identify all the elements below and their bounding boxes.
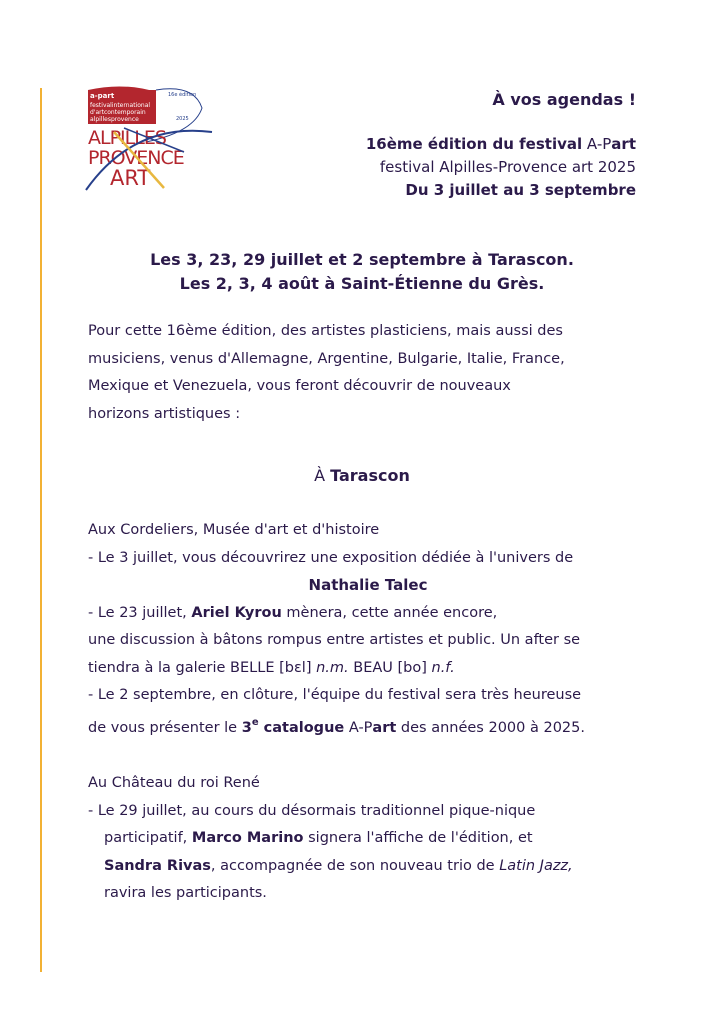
svg-text:ALPILLES: ALPILLES	[88, 127, 166, 149]
cordeliers-item-2-line-2: une discussion à bâtons rompus entre artistes et public. Un after se	[88, 632, 581, 648]
catalogue-number: 3	[241, 719, 252, 736]
cordeliers-item-3: - Le 2 septembre, en clôture, l'équipe du festival sera très heureuse	[88, 687, 582, 703]
cordeliers-venue: Aux Cordeliers, Musée d'art et d'histoire	[88, 522, 380, 538]
person-name: Sandra Rivas	[104, 857, 211, 874]
dates-line-2: Les 2, 3, 4 août à Saint-Étienne du Grès.	[179, 274, 545, 293]
intro-line: horizons artistiques :	[88, 405, 241, 422]
margin-rule	[40, 88, 42, 972]
dates-block	[0, 248, 724, 296]
artist-name: Nathalie Talec	[308, 576, 428, 594]
agenda-title: À vos agendas !	[492, 90, 636, 109]
person-name: Ariel Kyrou	[191, 604, 282, 621]
text-fragment: BEAU [bo]	[348, 659, 432, 676]
text-fragment: n.m.	[316, 659, 349, 676]
catalogue-label: catalogue	[258, 719, 345, 736]
svg-text:2025: 2025	[176, 116, 189, 122]
chateau-line-4: ravira les participants.	[104, 885, 267, 901]
person-name: Marco Marino	[191, 830, 304, 846]
cordeliers-item-3-line-2	[88, 710, 648, 742]
festival-logo	[84, 82, 214, 192]
section-title	[0, 466, 724, 485]
svg-text:a-part: a-part	[90, 92, 115, 100]
chateau-line-3	[88, 853, 648, 881]
chateau-line-1: - Le 29 juillet, au cours du désormais traditionnel pique-nique	[88, 802, 536, 819]
text-fragment: A-P	[344, 719, 373, 736]
svg-text:alpillesprovence: alpillesprovence	[90, 116, 139, 123]
superscript: e	[251, 717, 259, 729]
svg-text:ART: ART	[110, 166, 151, 190]
chateau-line-2	[88, 825, 648, 853]
period-line: Du 3 juillet au 3 septembre	[405, 181, 636, 199]
text-fragment: de vous présenter le	[88, 719, 242, 736]
svg-text:d'artcontemporain: d'artcontemporain	[90, 109, 146, 116]
cordeliers-item-2	[88, 600, 648, 628]
text-fragment: des années 2000 à 2025.	[396, 719, 585, 736]
text-fragment: participatif,	[104, 830, 192, 846]
chateau-venue: Au Château du roi René	[88, 775, 260, 791]
chateau-section	[88, 770, 648, 908]
edition-name: A-P	[582, 135, 612, 153]
cordeliers-section	[88, 517, 648, 742]
edition-name-bold: art	[611, 135, 636, 153]
edition-bold: 16ème édition du festival	[365, 135, 583, 153]
text-fragment: Latin Jazz,	[499, 857, 573, 874]
dates-line-1: Les 3, 23, 29 juillet et 2 septembre à Tarascon.	[150, 250, 574, 269]
cordeliers-item-1: - Le 3 juillet, vous découvrirez une exposition dédiée à l'univers de	[88, 549, 574, 566]
svg-text:festivalinternational: festivalinternational	[90, 102, 151, 109]
intro-line: Mexique et Venezuela, vous feront découvrir de nouveaux	[88, 378, 511, 394]
header	[366, 90, 636, 202]
text-fragment: n.f.	[431, 659, 455, 676]
festival-line: festival Alpilles-Provence art 2025	[379, 158, 636, 176]
cordeliers-item-2-line-3	[88, 655, 648, 683]
text-fragment: art	[372, 719, 397, 736]
intro-paragraph	[88, 318, 648, 428]
text-fragment: , accompagnée de son nouveau trio de	[210, 857, 500, 874]
intro-line: Pour cette 16ème édition, des artistes plasticiens, mais aussi des	[88, 323, 563, 339]
edition-line	[366, 133, 636, 156]
section-prefix: À	[314, 466, 331, 485]
section-place: Tarascon	[330, 466, 410, 485]
svg-text:16e édition: 16e édition	[168, 92, 197, 98]
svg-text:PROVENCE: PROVENCE	[88, 147, 184, 169]
text-fragment: - Le 23 juillet,	[88, 604, 192, 621]
text-fragment: signera l'affiche de l'édition, et	[303, 830, 533, 846]
intro-line: musiciens, venus d'Allemagne, Argentine, Bulgarie, Italie, France,	[88, 350, 565, 367]
text-fragment: mènera, cette année encore,	[281, 604, 498, 621]
text-fragment: tiendra à la galerie BELLE [bɛl]	[88, 659, 317, 676]
